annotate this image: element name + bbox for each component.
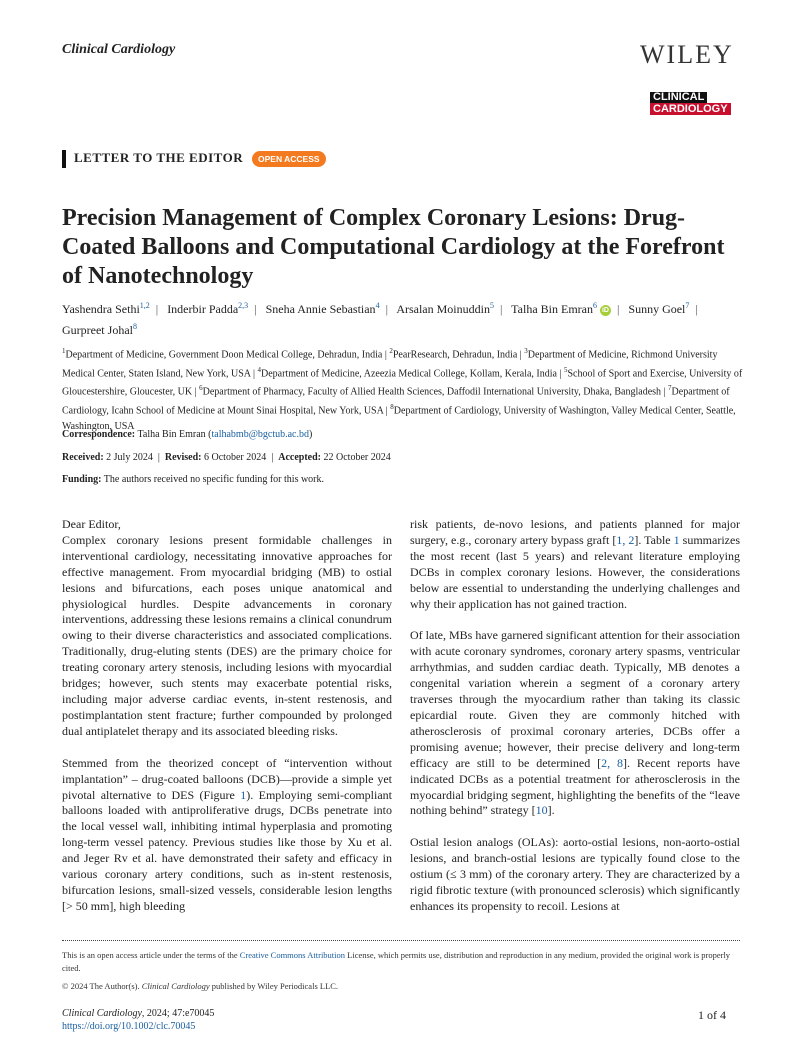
journal-name: Clinical Cardiology [62,42,176,57]
paragraph-text: ]. [547,803,555,818]
correspondence-email-link[interactable]: talhabmb@bgctub.ac.bd [211,429,309,440]
affil-number: 8 [390,402,394,411]
journal-logo-line1: CLINICAL [650,92,707,103]
affil-separator: | [517,349,525,361]
affil-text: Department of Cardiology, University of Washington, Valley Medical Center, Seattle, Washington, USA [62,405,736,432]
affil-text: School of Sport and Exercise, University of Gloucestershire, Gloucester, UK [62,367,743,398]
affil-text: PearResearch, Dehradun, India [392,349,518,361]
received-date: 2 July 2024 [106,452,153,463]
author-affil-sup[interactable]: 7 [685,301,690,310]
affil-number: 5 [564,365,568,374]
article-type: LETTER TO THE EDITOR [74,150,244,165]
journal-logo-line2: CARDIOLOGY [650,103,731,115]
author-name[interactable]: Sneha Annie Sebastian [265,302,376,316]
author-separator: | [499,302,503,316]
copyright-text: © 2024 The Author(s). [62,981,142,991]
paragraph: Ostial lesion analogs (OLAs): aorto-ostial lesions, non-aorto-ostial lesions, and branch-ostial lesions are typically found close to the ostium (≤ 3 mm) of the coronary artery. They are characterized by a rigid fibrotic texture (with pronounced sclerosis) which significantly enhances its propensity to recoil. Lesions at [410,835,740,913]
footer-divider [62,940,740,941]
affil-text: Department of Cardiology, Icahn School of Medicine at Mount Sinai Hospital, New York, USA [62,386,730,417]
body-column-right [410,517,740,915]
paragraph-text: ]. Table [634,532,674,547]
author-separator: | [385,302,388,316]
affil-number: 2 [389,347,393,355]
affil-number: 1 [62,347,66,355]
page-number: 1 of 4 [698,1008,726,1022]
table-ref-link[interactable]: 1 [673,532,680,547]
affil-number: 6 [199,384,203,393]
article-title: Precision Management of Complex Coronary Lesions: Drug-Coated Balloons and Computational Cardiology at the Forefront of Nanotechnology [62,205,725,289]
salutation: Dear Editor, [62,517,121,531]
paragraph-text: Of late, MBs have garnered significant attention for their association with acute coronary syndromes, coronary artery spasms, ventricular arrhythmias, and sudden cardiac death. Typically, MB denotes a congenital variation wherein a segment of a coronary artery traverses through the myocardium rather than taking its classic epicardial route. Given they are commonly hitched with atherosclerosis of proximal coronary arteries, DCBs offer a promising avenue; however, their precise delivery and long-term efficacy are still to be determined [ [410,628,740,770]
author-name[interactable]: Gurpreet Johal [62,323,133,337]
funding [62,474,324,485]
paragraph-text: Stemmed from the theorized concept of “intervention without implantation” – drug-coated balloons (DCB)—provide a simple yet pivotal alternative to DES (Figure [62,755,392,802]
author-list [62,297,752,339]
author-separator: | [695,302,698,316]
paragraph [410,628,740,819]
affil-separator: | [383,405,391,417]
open-access-badge[interactable]: OPEN ACCESS [252,151,326,167]
author-name[interactable]: Yashendra Sethi [62,302,140,316]
affil-text: Department of Pharmacy, Faculty of Allied Health Sciences, Daffodil International University, Dhaka, Bangladesh [202,386,662,398]
copyright-text: published by Wiley Periodicals LLC. [209,981,339,991]
received-label: Received: [62,452,104,463]
paragraph-text: summarizes the most recent (last 5 years) and relevant literature employing DCBs in complex coronary lesions. However, the considerations below are essential to understanding the underlying challenges and why their application has not gained traction. [410,532,740,611]
affil-number: 4 [257,365,261,374]
copyright-journal: Clinical Cardiology [141,981,210,991]
affil-text: Department of Medicine, Azeezia Medical College, Kollam, Kerala, India [260,367,557,379]
revised-date: 6 October 2024 [204,452,267,463]
paragraph [62,756,392,915]
affil-number: 3 [524,347,528,355]
citation-line [62,1008,214,1019]
author-separator: | [155,302,159,316]
paragraph-text: ). Employing semi-compliant balloons loaded with antiproliferative drugs, DCBs penetrate into the local vessel wall, inhibiting intimal hyperplasia and promoting long-term vessel patency. Previous studies like those by Xu et al. and Jeger Rv et al. have demonstrated their safety and efficacy in various coronary artery conditions, such as in-stent restenosis, bifurcation lesions, small-sized vessels, considerable lesion lengths [> 50 mm], high bleeding [62,787,393,913]
affil-separator: | [192,386,200,398]
date-separator: | [155,452,163,463]
affil-separator: | [556,367,564,379]
orcid-icon[interactable]: iD [601,306,609,314]
article-dates [62,452,391,463]
author-separator: | [254,302,257,316]
journal-logo[interactable] [650,92,740,116]
funding-text: The authors received no specific funding for this work. [103,474,325,485]
citation-volume: , 2024; 47:e70045 [141,1008,215,1019]
citation-link[interactable]: 1, 2 [616,532,635,547]
publisher-logo[interactable]: WILEY [640,40,734,69]
author-name[interactable]: Talha Bin Emran [511,302,593,316]
affil-separator: | [382,349,390,361]
author-affil-sup[interactable]: 5 [489,301,494,310]
accepted-label: Accepted: [278,452,322,463]
revised-label: Revised: [164,452,202,463]
author-affil-sup[interactable]: 2,3 [238,301,249,310]
accepted-date: 22 October 2024 [323,452,391,463]
affil-text: Department of Medicine, Richmond University Medical Center, Staten Island, New York, USA [62,349,718,379]
affil-number: 7 [668,384,672,393]
license-link[interactable]: Creative Commons Attribution [239,950,346,960]
author-affil-sup[interactable]: 1,2 [139,301,150,310]
paragraph-text: ]. Recent reports have indicated DCBs as a potential treatment for atherosclerosis in the myocardial bridging segment, highlighting the benefits of the “leave nothing behind” strategy [ [410,755,741,818]
section-marker [62,150,66,168]
correspondence-name: Talha Bin Emran [137,429,206,440]
citation-journal: Clinical Cardiology [62,1008,142,1019]
paragraph: Complex coronary lesions present formidable challenges in interventional cardiology, necessitating innovative approaches for effective management. From myocardial bridging (MB) to ostial lesions and bifurcations, each poses unique anatomical and physiological hurdles. Despite advancements in coronary interventions, addressing these lesions remains a clinical conundrum owing to their diverse characteristics and associated complications. Traditionally, drug-eluting stents (DES) are the primary choice for treating coronary artery stenosis, including lesions with myocardial bridges; however, such stents may exacerbate potential risks, including major adverse cardiac events, in-stent restenosis, and postimplantation stent fracture; further compounded by prolonged dual antiplatelet therapy and its associated bleeding risks. [62,532,392,738]
author-affil-sup[interactable]: 8 [132,322,137,331]
license-text: License, which permits use, distribution and reproduction in any medium, provided the original work is properly cited. [62,950,731,973]
author-name[interactable]: Sunny Goel [628,302,686,316]
author-name[interactable]: Arsalan Moinuddin [396,302,490,316]
correspondence: Correspondence: Talha Bin Emran (talhabmb@bgctub.ac.bd) [62,429,313,440]
license-note [62,949,742,993]
author-separator: | [616,302,620,316]
license-text: This is an open access article under the terms of the [62,950,240,960]
author-affil-sup[interactable]: 4 [375,301,380,310]
paragraph-text: risk patients, de-novo lesions, and patients planned for major surgery, e.g., coronary artery bypass graft [ [410,517,740,547]
affiliations [62,344,752,434]
citation-link[interactable]: 2, 8 [601,755,624,770]
correspondence-label: Correspondence: [62,429,136,440]
author-affil-sup[interactable]: 6 [592,301,597,310]
figure-ref-link[interactable]: 1 [240,787,247,802]
date-separator: | [268,452,276,463]
affil-separator: | [250,367,258,379]
affil-separator: | [661,386,669,398]
author-name[interactable]: Inderbir Padda [167,302,239,316]
body-column-left [62,517,392,915]
paragraph [410,517,740,612]
funding-label: Funding: [62,474,102,485]
affil-text: Department of Medicine, Government Doon Medical College, Dehradun, India [65,349,383,361]
citation-link[interactable]: 10 [535,803,548,818]
doi-link[interactable]: https://doi.org/10.1002/clc.70045 [62,1021,196,1032]
